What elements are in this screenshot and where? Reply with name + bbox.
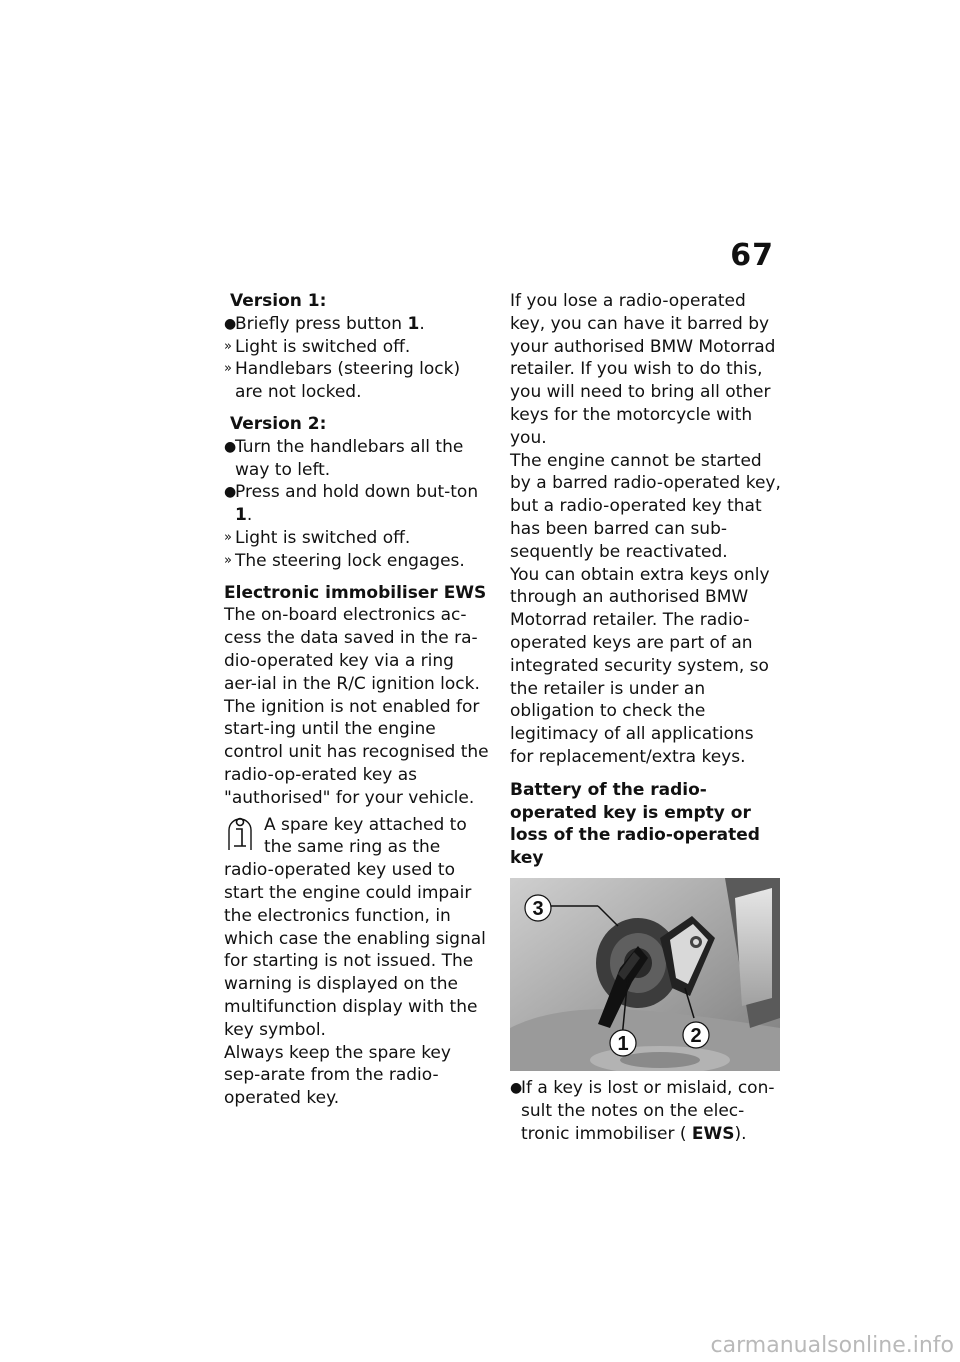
figure-label-2: 2 — [690, 1024, 702, 1047]
version2-result-1: » Light is switched off. — [224, 527, 411, 548]
note-block — [224, 814, 492, 1110]
bullet-marker: ● — [224, 315, 237, 332]
version2-title: Version 2: — [230, 413, 327, 434]
version1-title: Version 1: — [230, 291, 327, 311]
ews-text: The on-board electronics ac-cess the data saved in the ra-dio-operated key via a ring aer-ial in the R/C ignition lock. The ignition is not enabled for start-ing until the engine control unit has recognised the radio-op-erated key as "authorised" for your vehicle. — [224, 605, 489, 808]
figure-label-3: 3 — [532, 897, 544, 920]
result-marker: » — [224, 338, 232, 354]
result-marker: » — [224, 529, 232, 545]
result-marker: » — [224, 361, 232, 377]
right-column — [510, 290, 782, 1145]
figure-label-1: 1 — [617, 1032, 629, 1055]
lost-key-step: ● If a key is lost or mislaid, con-sult the notes on the elec-tronic immobiliser ( EWS). — [510, 1077, 775, 1144]
button-ref: 1 — [407, 313, 420, 334]
extra-keys-paragraph: You can obtain extra keys only through an authorised BMW Motorrad retailer. The radio-operated keys are part of an integrated security system, so the retailer is under an obligation to check the legitimacy of all applications for replacement/extra keys. — [510, 564, 770, 767]
version1-step-1: ● Briefly press button 1. — [224, 313, 425, 334]
battery-heading: Battery of the radio-operated key is empty or loss of the radio-operated key — [510, 779, 760, 869]
note-text-rest: radio-operated key used to start the engine could impair the electronics function, in which case the enabling signal for starting is not issued. The warning is displayed on the multifunction display with the key symbol. — [224, 860, 486, 1040]
left-column — [224, 290, 492, 1110]
bullet-marker: ● — [224, 484, 237, 501]
version1-result-2: » Handlebars (steering lock) are not locked. — [224, 359, 461, 403]
bullet-marker: ● — [224, 438, 237, 455]
watermark: carmanualsonline.info — [710, 1333, 954, 1358]
version1-result-1: » Light is switched off. — [224, 336, 411, 357]
version2-step-2: ● Press and hold down but-ton 1. — [224, 482, 479, 526]
result-marker: » — [224, 552, 232, 568]
button-ref: 1 — [235, 505, 247, 526]
barred-key-paragraph: The engine cannot be started by a barred radio-operated key, but a radio-operated key that has been barred can sub-sequently be reactivated. — [510, 450, 781, 562]
key-ignition-photo — [510, 878, 780, 1071]
bullet-marker: ● — [510, 1079, 523, 1096]
info-icon — [226, 816, 254, 852]
note-text-first: A spare key attached to the same ring as the — [264, 814, 467, 858]
note-text-2: Always keep the spare key sep-arate from the radio-operated key. — [224, 1042, 451, 1109]
lost-key-paragraph: If you lose a radio-operated key, you can have it barred by your authorised BMW Motorrad retailer. If you wish to do this, you will need to bring all other keys for the motorcycle with you. — [510, 291, 776, 448]
page-number: 67 — [730, 238, 774, 273]
ews-heading: Electronic immobiliser EWS — [224, 582, 487, 603]
ews-ref: EWS — [691, 1123, 735, 1144]
version2-result-2: » The steering lock engages. — [224, 550, 465, 571]
version2-step-1: ● Turn the handlebars all the way to left. — [224, 436, 464, 480]
